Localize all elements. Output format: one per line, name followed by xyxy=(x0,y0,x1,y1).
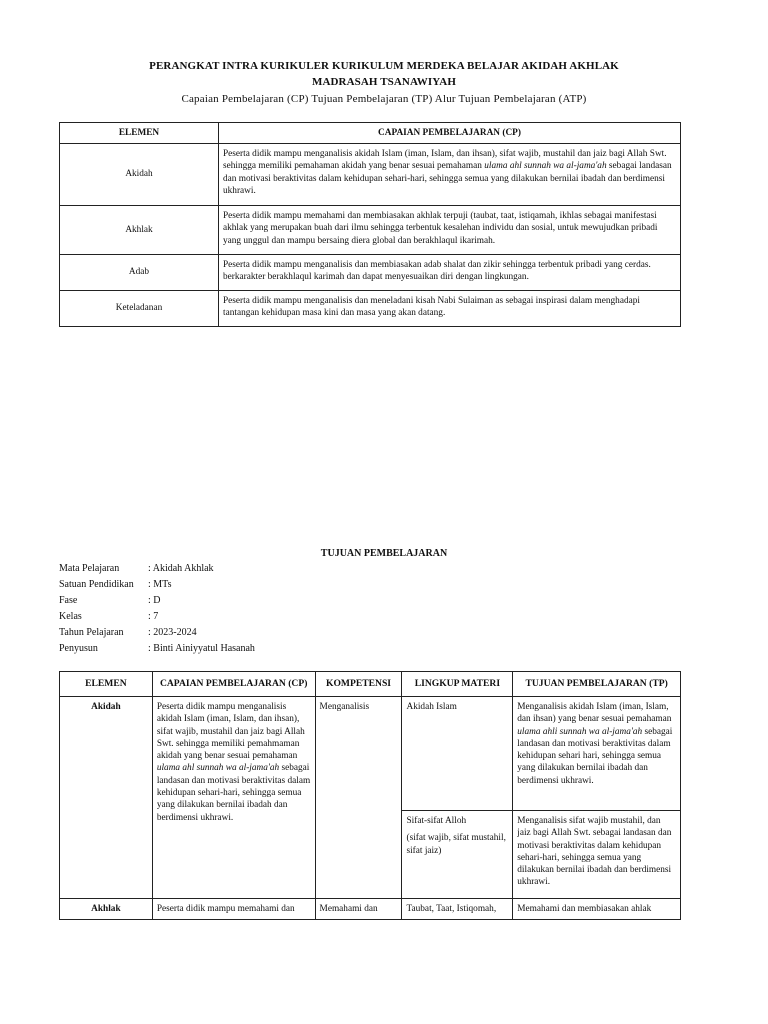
meta-row-penyusun xyxy=(59,643,255,654)
cp-text: Peserta didik mampu menganalisis akidah Islam (iman, Islam, dan ihsan), sifat wajib, mustahil dan jaiz bagi Allah Swt. sehingga memiliki pemahaman akidah yang benar sesuai pemahaman xyxy=(223,149,667,172)
tp-text-italic: ulama ahli sunnah wa al-jama'ah xyxy=(517,726,643,737)
tp-cell: Menganalisis sifat wajib mustahil, dan jaiz bagi Allah Swt. sebagai landasan dan motivasi beraktivitas dalam kehidupan sehari-hari, sehingga semua yang dilakukan bernilai ibadah dan berdimensi ukhrawi. xyxy=(513,811,681,899)
kompetensi-cell: Memahami dan xyxy=(315,899,402,920)
tp-section-title: TUJUAN PEMBELAJARAN xyxy=(320,548,448,559)
column-header-cp: CAPAIAN PEMBELAJARAN (CP) xyxy=(152,672,315,697)
document-title-line2: MADRASAH TSANAWIYAH xyxy=(311,76,456,88)
meta-value: : Binti Ainiyyatul Hasanah xyxy=(148,643,255,654)
lingkup-materi-cell: Taubat, Taat, Istiqomah, xyxy=(402,899,513,920)
materi-subtext: (sifat wajib, sifat mustahil, sifat jaiz) xyxy=(406,833,506,856)
table-row xyxy=(60,697,681,811)
meta-row-mata-pelajaran xyxy=(59,563,214,574)
elemen-cell: Akidah xyxy=(60,144,219,206)
cp-cell xyxy=(219,144,681,206)
elemen-cell: Adab xyxy=(60,255,219,291)
meta-row-fase xyxy=(59,595,161,606)
meta-label: Tahun Pelajaran xyxy=(59,627,124,638)
table-row xyxy=(60,144,681,206)
column-header-elemen: ELEMEN xyxy=(60,123,219,144)
lingkup-materi-cell: Akidah Islam xyxy=(402,697,513,811)
meta-row-tahun-pelajaran xyxy=(59,627,197,638)
table-row xyxy=(60,206,681,255)
table-row xyxy=(60,899,681,920)
table-row xyxy=(60,255,681,291)
tp-text: sebagai landasan dan motivasi beraktivitas dalam kehidupan sehari hari, sehingga semua yang dilakukan bernilai ibadah dan berdimensi ukhrawi. xyxy=(517,726,673,786)
meta-label: Kelas xyxy=(59,611,82,622)
meta-label: Mata Pelajaran xyxy=(59,563,120,574)
cp-table xyxy=(59,122,681,327)
lingkup-materi-cell xyxy=(402,811,513,899)
meta-row-satuan-pendidikan xyxy=(59,579,171,590)
cp-text: sebagai landasan dan motivasi beraktivitas dalam kehidupan sehari-hari, sehingga semua yang dilakukan bernilai ibadah dan berdimensi ukhrawi. xyxy=(156,763,311,823)
cp-cell: Peserta didik mampu menganalisis dan membiasakan adab shalat dan zikir sehingga terbentuk pribadi yang cerdas. berkarakter berakhlaqul karimah dan dapat menyesuaikan diri dengan lingkungan. xyxy=(219,255,681,291)
column-header-kompetensi: KOMPETENSI xyxy=(315,672,402,697)
cp-cell: Peserta didik mampu menganalisis dan meneladani kisah Nabi Sulaiman as sebagai inspirasi dalam menghadapi tantangan kehidupan masa kini dan masa yang akan datang. xyxy=(219,291,681,327)
tp-text: Menganalisis akidah Islam (iman, Islam, dan ihsan) yang benar sesuai pemahaman xyxy=(517,702,672,725)
tp-table xyxy=(59,671,681,920)
document-title-line1: PERANGKAT INTRA KURIKULER KURIKULUM MERDEKA BELAJAR AKIDAH AKHLAK xyxy=(149,60,619,72)
table-header-row xyxy=(60,672,681,697)
tp-cell: Memahami dan membiasakan ahlak xyxy=(513,899,681,920)
cp-text: sebagai landasan dan motivasi beraktivitas dalam kehidupan sehari-hari, sehingga semua yang dilakukan bernilai ibadah dan berdimensi ukhrawi. xyxy=(223,161,672,196)
table-header-row xyxy=(60,123,681,144)
elemen-cell: Akidah xyxy=(60,697,153,899)
cp-text: Peserta didik mampu menganalisis akidah Islam (iman, Islam, dan ihsan), sifat wajib, mustahil dan jaiz bagi Allah Swt. sehingga memiliki pemahmaman akidah yang benar sesuai pemahaman xyxy=(156,702,305,762)
cp-text-italic: ulama ahl sunnah wa al-jama'ah xyxy=(156,763,280,774)
meta-label: Satuan Pendidikan xyxy=(59,579,134,590)
materi-text: Sifat-sifat Alloh xyxy=(406,816,467,826)
cp-text-italic: ulama ahl sunnah wa al-jama'ah xyxy=(484,161,607,172)
elemen-cell: Akhlak xyxy=(60,206,219,255)
document-subtitle: Capaian Pembelajaran (CP) Tujuan Pembelajaran (TP) Alur Tujuan Pembelajaran (ATP) xyxy=(181,93,587,105)
kompetensi-cell: Menganalisis xyxy=(315,697,402,899)
cp-cell: Peserta didik mampu memahami dan membiasakan akhlak terpuji (taubat, taat, istiqamah, ikhlas sebagai manifestasi akhlak yang merupakan buah dari ilmu sehingga terbentuk kesalehan individu dan sosial, untuk mewujudkan pribadi yang unggul dan mampu bersaing diera global dan berakhlaqul ikarimah. xyxy=(219,206,681,255)
column-header-tp: TUJUAN PEMBELAJARAN (TP) xyxy=(513,672,681,697)
cp-cell xyxy=(152,697,315,899)
meta-label: Fase xyxy=(59,595,78,606)
elemen-cell: Keteladanan xyxy=(60,291,219,327)
tp-cell xyxy=(513,697,681,811)
table-row xyxy=(60,291,681,327)
meta-value: : Akidah Akhlak xyxy=(148,563,214,574)
column-header-cp: CAPAIAN PEMBELAJARAN (CP) xyxy=(219,123,681,144)
column-header-lingkup-materi: LINGKUP MATERI xyxy=(402,672,513,697)
meta-label: Penyusun xyxy=(59,643,98,654)
elemen-cell: Akhlak xyxy=(60,899,153,920)
meta-value: : 2023-2024 xyxy=(148,627,197,638)
meta-value: : MTs xyxy=(148,579,172,590)
cp-cell: Peserta didik mampu memahami dan xyxy=(152,899,315,920)
meta-value: : D xyxy=(148,595,161,606)
meta-row-kelas xyxy=(59,611,158,622)
column-header-elemen: ELEMEN xyxy=(60,672,153,697)
meta-value: : 7 xyxy=(148,611,159,622)
